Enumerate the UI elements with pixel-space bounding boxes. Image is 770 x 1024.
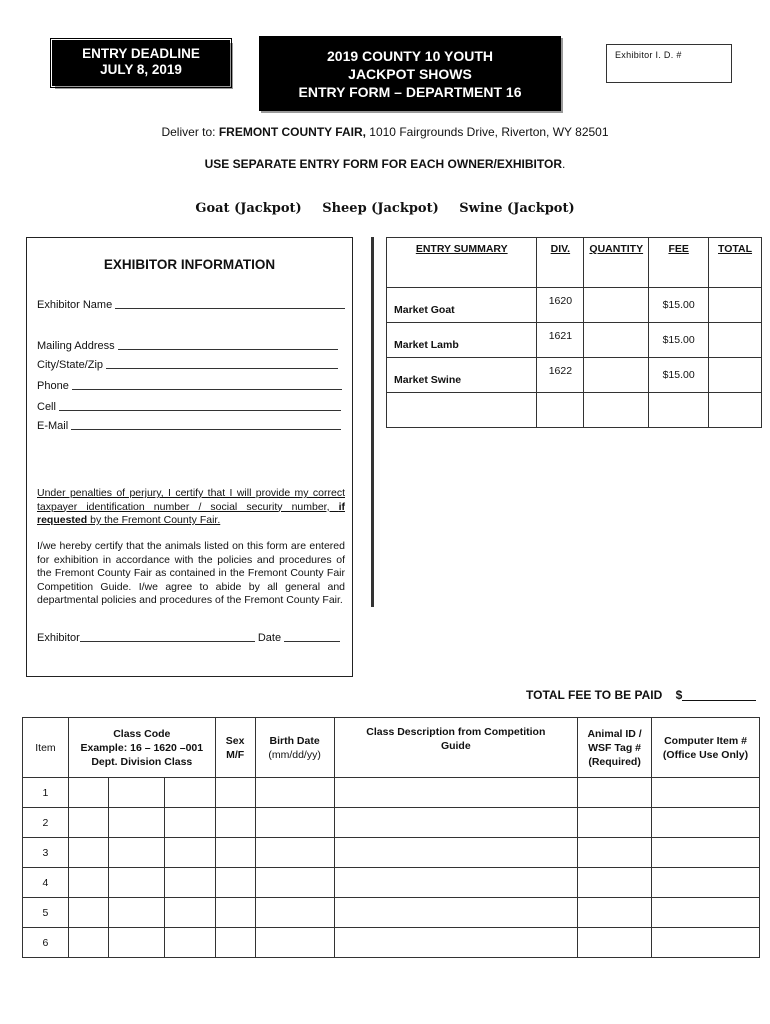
item-entry-cell[interactable] xyxy=(215,928,255,958)
computer-line-2: (Office Use Only) xyxy=(662,748,749,761)
entry-items-table xyxy=(22,717,760,958)
email-field[interactable] xyxy=(37,420,341,432)
summary-label: Market Goat xyxy=(387,288,537,323)
exhibitor-id-label: Exhibitor I. D. # xyxy=(615,50,682,60)
summary-total-cell[interactable] xyxy=(709,288,762,323)
item-entry-cell[interactable] xyxy=(164,898,215,928)
header-sex xyxy=(215,718,255,778)
item-entry-cell[interactable] xyxy=(68,808,108,838)
header-animal-id xyxy=(578,718,652,778)
summary-blank-cell[interactable] xyxy=(649,393,709,428)
class-code-line-1: Class Code xyxy=(113,727,171,740)
item-entry-cell[interactable] xyxy=(578,838,652,868)
item-entry-cell[interactable] xyxy=(164,868,215,898)
cell-field[interactable] xyxy=(37,401,341,413)
item-entry-cell[interactable] xyxy=(578,808,652,838)
item-entry-cell[interactable] xyxy=(652,898,760,928)
item-entry-cell[interactable] xyxy=(578,898,652,928)
summary-label: Market Lamb xyxy=(387,323,537,358)
item-entry-cell[interactable] xyxy=(215,868,255,898)
summary-fee: $15.00 xyxy=(649,358,709,393)
item-entry-cell[interactable] xyxy=(108,928,164,958)
summary-row-goat xyxy=(387,288,762,323)
summary-blank-cell[interactable] xyxy=(537,393,584,428)
table-row xyxy=(23,838,760,868)
item-entry-cell[interactable] xyxy=(68,838,108,868)
item-entry-cell[interactable] xyxy=(334,808,578,838)
item-entry-cell[interactable] xyxy=(164,808,215,838)
exhibitor-info-title: EXHIBITOR INFORMATION xyxy=(103,257,276,272)
item-entry-cell[interactable] xyxy=(164,928,215,958)
city-state-zip-label: City/State/Zip xyxy=(37,359,104,371)
title-line-3: ENTRY FORM – DEPARTMENT 16 xyxy=(298,84,522,100)
perjury-statement xyxy=(37,487,345,528)
summary-fee: $15.00 xyxy=(649,323,709,358)
mailing-address-field[interactable] xyxy=(37,340,338,352)
species-sheep: Sheep (Jackpot) xyxy=(322,201,439,216)
item-number: 3 xyxy=(23,838,69,868)
perjury-text: Under penalties of perjury, I certify that I will provide my correct taxpayer identification number / social security number, xyxy=(37,487,345,513)
summary-row-swine xyxy=(387,358,762,393)
item-entry-cell[interactable] xyxy=(108,898,164,928)
summary-total-cell[interactable] xyxy=(709,358,762,393)
separate-notice-text: USE SEPARATE ENTRY FORM FOR EACH OWNER/EXHIBITOR xyxy=(204,157,562,171)
summary-blank-cell[interactable] xyxy=(709,393,762,428)
item-entry-cell[interactable] xyxy=(334,838,578,868)
item-entry-cell[interactable] xyxy=(108,778,164,808)
vertical-divider xyxy=(371,237,374,607)
exhibitor-name-label: Exhibitor Name xyxy=(37,299,113,311)
item-entry-cell[interactable] xyxy=(108,868,164,898)
table-row xyxy=(23,868,760,898)
summary-total-cell[interactable] xyxy=(709,323,762,358)
summary-row-lamb xyxy=(387,323,762,358)
summary-quantity-cell[interactable] xyxy=(584,358,649,393)
entry-deadline-box xyxy=(52,40,230,86)
animal-line-3: (Required) xyxy=(588,755,641,768)
summary-quantity-cell[interactable] xyxy=(584,323,649,358)
desc-line-2: Guide xyxy=(440,740,471,752)
item-entry-cell[interactable] xyxy=(68,868,108,898)
city-state-zip-field[interactable] xyxy=(37,359,338,371)
header-item-label: Item xyxy=(35,741,56,754)
item-entry-cell[interactable] xyxy=(68,778,108,808)
exhibitor-name-line[interactable] xyxy=(115,308,345,309)
phone-label: Phone xyxy=(37,380,69,392)
item-entry-cell[interactable] xyxy=(164,778,215,808)
item-entry-cell[interactable] xyxy=(215,808,255,838)
table-row xyxy=(23,928,760,958)
item-entry-cell[interactable] xyxy=(215,778,255,808)
item-entry-cell[interactable] xyxy=(108,838,164,868)
item-entry-cell[interactable] xyxy=(255,868,334,898)
separate-form-notice xyxy=(0,157,770,171)
exhibitor-id-field[interactable] xyxy=(606,44,732,83)
items-header-row xyxy=(23,718,760,778)
deliver-address: 1010 Fairgrounds Drive, Riverton, WY 82501 xyxy=(365,125,609,139)
city-state-zip-line[interactable] xyxy=(106,368,338,369)
summary-div: 1620 xyxy=(537,288,584,323)
total-fee-input[interactable] xyxy=(682,700,756,701)
signature-line[interactable] xyxy=(80,641,255,642)
summary-div: 1622 xyxy=(537,358,584,393)
species-goat: Goat (Jackpot) xyxy=(195,201,302,216)
email-line[interactable] xyxy=(71,429,341,430)
summary-header-entry: ENTRY SUMMARY xyxy=(387,238,537,288)
header-birth-date xyxy=(255,718,334,778)
total-fee-currency: $ xyxy=(675,688,683,702)
summary-row-blank xyxy=(387,393,762,428)
summary-fee: $15.00 xyxy=(649,288,709,323)
item-entry-cell[interactable] xyxy=(255,808,334,838)
item-entry-cell[interactable] xyxy=(334,928,578,958)
summary-header-row xyxy=(387,238,762,288)
table-row xyxy=(23,808,760,838)
item-entry-cell[interactable] xyxy=(108,808,164,838)
sex-line-1: Sex xyxy=(225,734,245,747)
deliver-name: FREMONT COUNTY FAIR, xyxy=(218,125,366,139)
header-class-code xyxy=(68,718,215,778)
summary-header-div: DIV. xyxy=(537,238,584,288)
exhibitor-signature-field[interactable] xyxy=(37,632,340,644)
table-row xyxy=(23,898,760,928)
cell-line[interactable] xyxy=(59,410,341,411)
computer-line-1: Computer Item # xyxy=(664,734,747,747)
item-entry-cell[interactable] xyxy=(652,868,760,898)
species-swine: Swine (Jackpot) xyxy=(459,201,575,216)
animal-line-1: Animal ID / xyxy=(587,727,642,740)
phone-field[interactable] xyxy=(37,380,342,392)
deliver-prefix: Deliver to: xyxy=(161,125,219,139)
item-number: 2 xyxy=(23,808,69,838)
separate-notice-period: . xyxy=(562,157,566,171)
header-class-description xyxy=(334,718,578,778)
date-label: Date xyxy=(257,632,282,644)
item-entry-cell[interactable] xyxy=(68,928,108,958)
item-entry-cell[interactable] xyxy=(578,928,652,958)
class-code-line-3: Dept. Division Class xyxy=(91,755,193,768)
item-entry-cell[interactable] xyxy=(652,838,760,868)
mailing-address-label: Mailing Address xyxy=(37,340,115,352)
item-entry-cell[interactable] xyxy=(255,778,334,808)
item-entry-cell[interactable] xyxy=(215,898,255,928)
certification-statement: I/we hereby certify that the animals listed on this form are entered for exhibition in accordance with the policies and procedures of the Fremont County Fair as contained in the Fremont County Fair Competition Guide. I/we agree to abide by all general and departmental policies and procedures of the Fremont County Fair. xyxy=(37,540,345,606)
summary-header-quantity: QUANTITY xyxy=(584,238,649,288)
item-number: 6 xyxy=(23,928,69,958)
deliver-to-line xyxy=(0,125,770,139)
summary-blank-cell[interactable] xyxy=(584,393,649,428)
item-number: 1 xyxy=(23,778,69,808)
item-entry-cell[interactable] xyxy=(215,838,255,868)
item-number: 4 xyxy=(23,868,69,898)
form-title-box xyxy=(259,36,561,111)
birth-line-1: Birth Date xyxy=(269,734,320,747)
table-row xyxy=(23,778,760,808)
species-list xyxy=(0,201,770,216)
mailing-address-line[interactable] xyxy=(118,349,338,350)
header-computer-item xyxy=(652,718,760,778)
exhibitor-name-field[interactable] xyxy=(37,299,345,311)
title-line-2: JACKPOT SHOWS xyxy=(348,66,472,82)
class-code-line-2: Example: 16 – 1620 –001 xyxy=(80,741,204,754)
date-line[interactable] xyxy=(284,641,340,642)
summary-label: Market Swine xyxy=(387,358,537,393)
perjury-if-requested: if requested xyxy=(37,500,345,526)
summary-div: 1621 xyxy=(537,323,584,358)
perjury-tail: by the Fremont County Fair. xyxy=(87,514,221,526)
email-label: E-Mail xyxy=(37,420,69,432)
summary-quantity-cell[interactable] xyxy=(584,288,649,323)
summary-header-total: TOTAL xyxy=(709,238,762,288)
total-fee-line xyxy=(526,688,756,702)
deadline-line-2: JULY 8, 2019 xyxy=(100,62,182,77)
item-rows xyxy=(23,778,760,958)
phone-line[interactable] xyxy=(72,389,342,390)
birth-line-2: (mm/dd/yy) xyxy=(268,748,321,761)
item-number: 5 xyxy=(23,898,69,928)
animal-line-2: WSF Tag # xyxy=(588,741,642,754)
item-entry-cell[interactable] xyxy=(578,778,652,808)
sex-line-2: M/F xyxy=(226,748,245,761)
item-entry-cell[interactable] xyxy=(255,838,334,868)
item-entry-cell[interactable] xyxy=(68,898,108,928)
signature-label: Exhibitor xyxy=(37,632,80,644)
header-item xyxy=(23,718,69,778)
cell-label: Cell xyxy=(37,401,56,413)
item-entry-cell[interactable] xyxy=(652,928,760,958)
summary-blank-cell[interactable] xyxy=(387,393,537,428)
item-entry-cell[interactable] xyxy=(255,898,334,928)
item-entry-cell[interactable] xyxy=(652,778,760,808)
item-entry-cell[interactable] xyxy=(334,778,578,808)
item-entry-cell[interactable] xyxy=(164,838,215,868)
item-entry-cell[interactable] xyxy=(578,868,652,898)
desc-line-1: Class Description from Competition xyxy=(366,726,546,738)
exhibitor-information-box xyxy=(26,237,353,677)
entry-summary-table xyxy=(386,237,762,428)
item-entry-cell[interactable] xyxy=(255,928,334,958)
item-entry-cell[interactable] xyxy=(334,868,578,898)
deadline-line-1: ENTRY DEADLINE xyxy=(82,46,200,61)
title-line-1: 2019 COUNTY 10 YOUTH xyxy=(327,48,493,64)
item-entry-cell[interactable] xyxy=(334,898,578,928)
total-fee-label: TOTAL FEE TO BE PAID xyxy=(526,688,663,702)
item-entry-cell[interactable] xyxy=(652,808,760,838)
summary-header-fee: FEE xyxy=(649,238,709,288)
